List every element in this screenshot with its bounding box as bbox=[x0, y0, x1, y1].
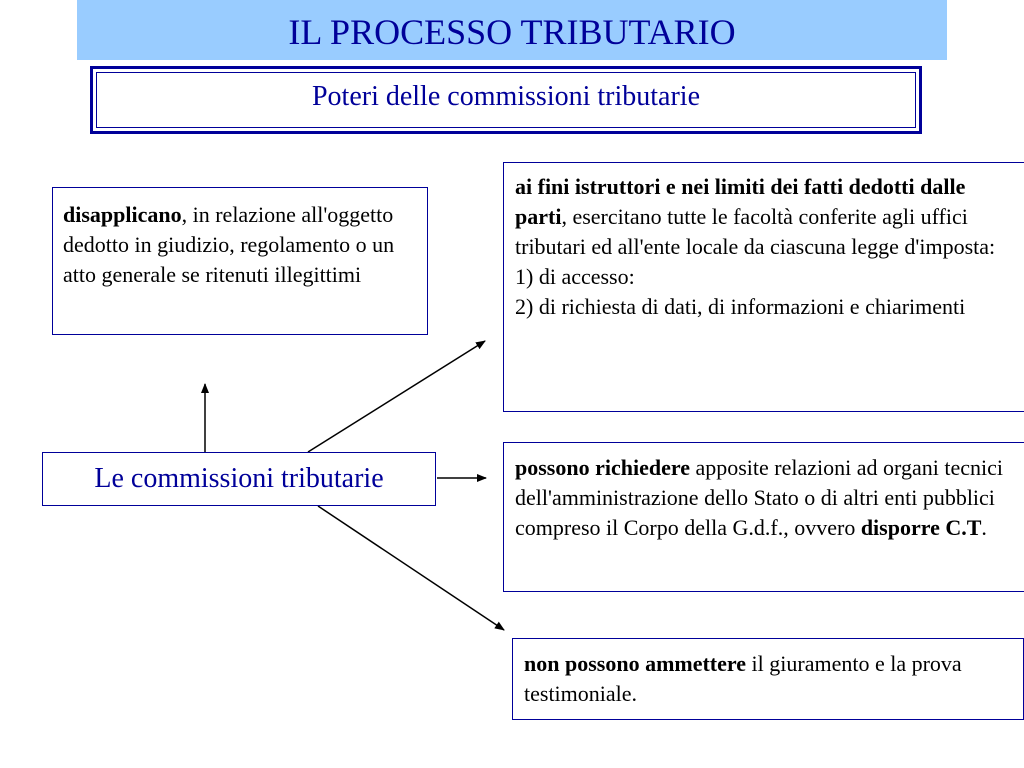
node-istruttori-item-2: 2) di richiesta di dati, di informazioni e chiarimenti bbox=[515, 294, 966, 319]
node-richiedere-bold-2: disporre C.T bbox=[860, 515, 982, 540]
node-commissioni-tributarie: Le commissioni tributarie bbox=[42, 452, 436, 506]
node-istruttori-bold: ai fini istruttori e nei limiti dei fatti dedotti dalle parti bbox=[515, 174, 966, 229]
subtitle: Poteri delle commissioni tributarie bbox=[96, 72, 916, 128]
node-istruttori-item-1: 1) di accesso: bbox=[515, 264, 635, 289]
node-disapplicano-bold: disapplicano bbox=[63, 202, 182, 227]
node-ammettere bbox=[512, 638, 1024, 720]
arrow-to-ammettere bbox=[318, 506, 504, 630]
node-richiedere bbox=[503, 442, 1024, 592]
page-title: IL PROCESSO TRIBUTARIO bbox=[77, 0, 947, 60]
node-ammettere-bold: non possono ammettere bbox=[524, 651, 747, 676]
arrow-to-istruttori bbox=[308, 341, 485, 452]
node-richiedere-end: . bbox=[981, 515, 987, 540]
node-richiedere-text: apposite relazioni ad organi tecnici dell'amministrazione dello Stato o di altri enti pubblici compreso il Corpo della G.d.f., ovvero bbox=[515, 455, 1003, 540]
node-disapplicano bbox=[52, 187, 428, 335]
node-ammettere-text: il giuramento e la prova testimoniale. bbox=[524, 651, 962, 706]
node-disapplicano-text: , in relazione all'oggetto dedotto in giudizio, regolamento o un atto generale se ritenuti illegittimi bbox=[63, 202, 395, 287]
node-istruttori-text: , esercitano tutte le facoltà conferite agli uffici tributari ed all'ente locale da ciascuna legge d'imposta: bbox=[515, 204, 996, 259]
node-istruttori bbox=[503, 162, 1024, 412]
node-richiedere-bold: possono richiedere bbox=[515, 455, 690, 480]
